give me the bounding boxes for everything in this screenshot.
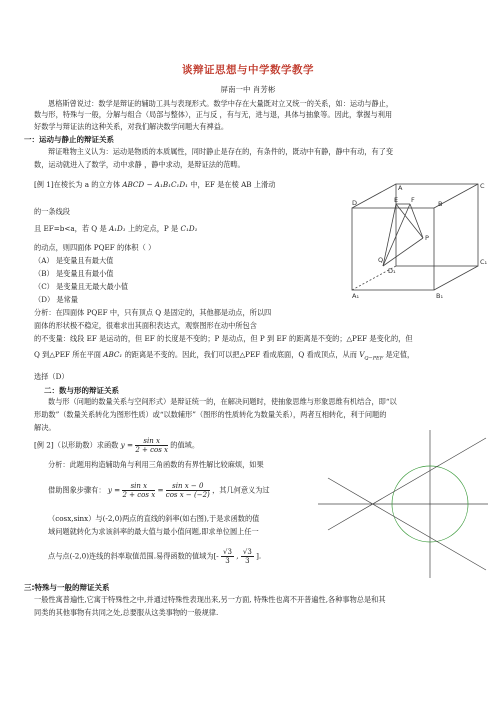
example-2-line: [例 2]（以形助数）求函数 y = $\frac{\text{sin x}}{\text{2 + cos x}}$ 的值域。 — [34, 437, 200, 454]
example-1-line-2: 的一条线段 — [34, 207, 70, 216]
label-p: P — [425, 234, 429, 242]
example-2-fraction: $\frac{\text{sin x}}{\text{2 + cos x}}$ — [135, 437, 168, 454]
label-c1: C₁ — [480, 258, 488, 266]
label-e: E — [394, 196, 399, 204]
sec2-analysis-4: 域问题就转化为求该斜率的最大值与最小值问题,即求单位圆上任一 — [48, 527, 259, 536]
cube-back-face — [396, 184, 478, 266]
unit-circle-figure — [318, 430, 488, 578]
sec2-para-3: 解决。 — [34, 423, 56, 432]
intro-line-1: 恩格斯曾说过：数学是辩证的辅助工具与表现形式。数学中存在大量既对立又统一的关系，如：运动与静止， — [48, 99, 394, 108]
sec1-para-1: 辩证唯物主义认为：运动是物质的本质属性，同时静止是存在的，有条件的，既动中有静，静中有动，有了变 — [48, 147, 394, 156]
sec2-analysis-3: （cosx,sinx）与(-2,0)两点的直线的斜率(如右图),于是求函数的值 — [48, 514, 260, 523]
author-line: 屏南一中 肖芳彬 — [220, 85, 276, 94]
sec2-para-1: 数与形（问题的数量关系与空间形式）是辩证统一的，在解决问题时，使抽象思维与形象思维有机结合，即“以 — [48, 397, 397, 406]
sec2-para-2: 形助数”（数量关系转化为图形性质）或“以数辅形”（图形的性质转化为数量关系），两者互相转化，利于问题的 — [34, 410, 387, 419]
intro-line-2: 数与形，特殊与一般，分解与组合（局部与整体），正与反 ，有与无，进与退，具体与抽象等。因此，掌握与利用 — [34, 110, 393, 119]
section-2-heading: 二：数与形的辩证关系 — [44, 386, 119, 395]
sec1-answer: 选择（D） — [34, 372, 69, 381]
sec1-analysis-3: 的不变量：线段 EF 是运动的，但 EF 的长度是不变的；P 是动点，但 P 到 EF 的距离是不变的；△PEF 是变化的，但 — [34, 334, 413, 343]
sec3-para-2: 同类的其他事物有共同之处,总要服从这类事物的一般规律. — [34, 608, 219, 617]
example-1-line-4: 的动点，则四面体 PQEF 的体积（ ） — [34, 243, 156, 252]
sec1-para-2: 数，运动就进入了数学，动中求静 ，静中求动，是辩证法的范畴。 — [34, 160, 245, 169]
label-d: D — [352, 199, 358, 207]
label-c: C — [480, 182, 485, 190]
example-1-line-1: [例 1]在棱长为 a 的立方体 ABCD − A₁B₁C₁D₁ 中，EF 是在棱 AB 上滑动 — [34, 180, 276, 189]
sec2-analysis-1: 分析：此题用构造辅助角与利用三角函数的有界性解比较麻烦，如果 — [48, 460, 264, 469]
cube-figure — [350, 178, 490, 298]
label-q: Q — [378, 256, 384, 264]
sec1-analysis-2: 面体的形状极不稳定，很难求出其面积表达式，观察图形在动中所包含 — [34, 321, 257, 330]
label-a1: A₁ — [352, 292, 360, 298]
label-b: B — [438, 200, 443, 208]
option-b: （B） 是变量且有最小值 — [34, 269, 114, 278]
cube-name: ABCD − A₁B₁C₁D₁ — [122, 180, 189, 189]
example-1-line-3: 且 EF=b<a，若 Q 是 A₁D₁ 上的定点，P 是 C₁D₁ — [34, 224, 198, 233]
section-3-heading: 三:特殊与一般的辩证关系 — [24, 583, 110, 592]
cube-front-face — [352, 208, 434, 290]
label-f: F — [411, 196, 415, 204]
label-d1: D₁ — [388, 267, 396, 275]
sec2-analysis-2: 借助图象步骤有： y = $\frac{\text{sin x}}{\text{2 + cos x}}$ = $\frac{\text{sin x − 0}}{\text{cos x − (−2)}}$ ，其几何意义为过 — [48, 482, 270, 499]
label-b1: B₁ — [436, 292, 444, 298]
option-c: （C） 是变量且无最大最小值 — [34, 282, 129, 291]
option-d: （D） 是常量 — [34, 295, 78, 304]
page-title: 谈辩证思想与中学数学教学 — [182, 64, 314, 76]
sec1-analysis-4: Q 到△PEF 所在平面 ABC₁ 的距离是不变的。因此，我们可以把△PEF 看成底面，Q 看成顶点，从而 $V_{Q-PEF}$ 是定值， — [34, 350, 415, 362]
option-a: （A） 是变量且有最大值 — [34, 256, 114, 265]
sec2-analysis-5: 点与点(-2,0)连线的斜率取值范围.易得函数的值域为[- $\frac{√3}{3}$ , $\frac{√3}{3}$ ]. — [48, 548, 262, 565]
intro-line-3: 好数学与辩证法的这种关系，对我们解决数学问题大有裨益。 — [34, 122, 229, 131]
section-1-heading: 一：运动与静止的辩证关系 — [24, 135, 114, 144]
sec3-para-1: 一般性寓普遍性,它寓于特殊性之中,并通过特殊性表现出来,另一方面, 特殊性也离不开普遍性,各种事物总是和其 — [34, 595, 386, 604]
label-a: A — [398, 184, 403, 192]
sec1-analysis-1: 分析：在四面体 PQEF 中，只有顶点 Q 是固定的，其他都是动点，所以四 — [34, 308, 272, 317]
